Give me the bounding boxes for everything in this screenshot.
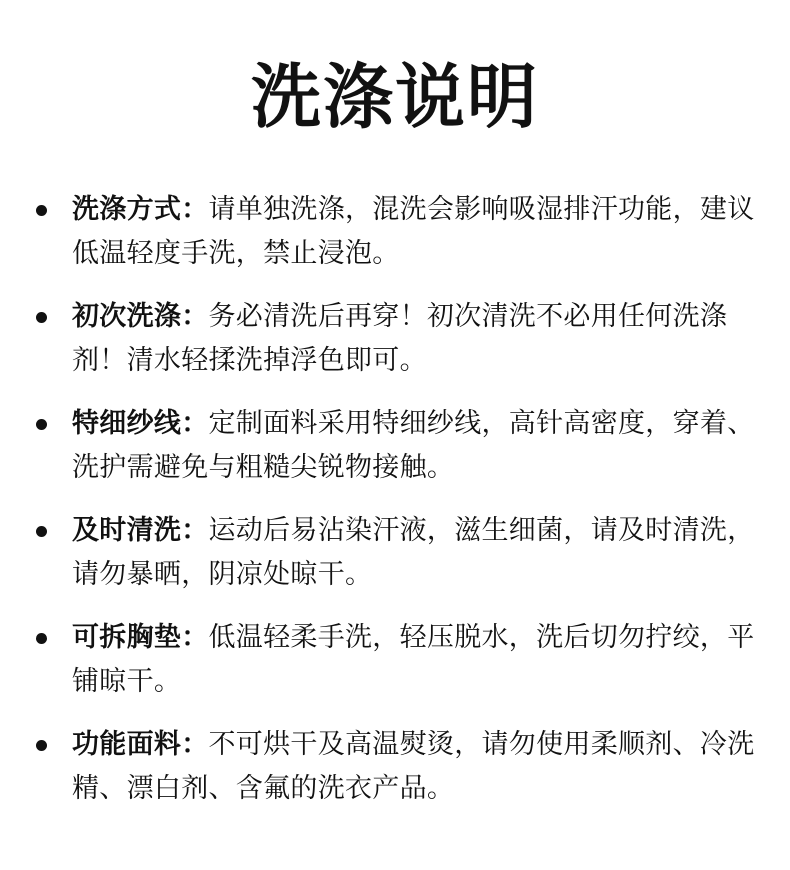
item-label: 特细纱线：: [72, 408, 209, 439]
item-description: 低温轻柔手洗，轻压脱水，洗后切勿拧绞，平铺晾干。: [72, 622, 755, 697]
item-label: 可拆胸垫：: [72, 622, 209, 653]
item-description: 务必清洗后再穿！初次清洗不必用任何洗涤剂！清水轻揉洗掉浮色即可。: [72, 301, 728, 376]
item-text: [72, 402, 772, 490]
bullet-icon: [36, 740, 47, 751]
list-item: [0, 188, 790, 295]
list-item: [0, 616, 790, 723]
bullet-icon: [36, 526, 47, 537]
bullet-icon: [36, 205, 47, 216]
item-label: 及时清洗：: [72, 515, 209, 546]
list-item: [0, 295, 790, 402]
item-description: 定制面料采用特细纱线，高针高密度，穿着、洗护需避免与粗糙尖锐物接触。: [72, 408, 755, 483]
bullet-icon: [36, 312, 47, 323]
item-description: 不可烘干及高温熨烫，请勿使用柔顺剂、冷洗精、漂白剂、含氟的洗衣产品。: [72, 729, 755, 804]
list-item: [0, 402, 790, 509]
item-text: [72, 616, 772, 704]
page-title: 洗涤说明: [251, 56, 539, 138]
care-instructions-list: [0, 188, 790, 830]
item-description: 运动后易沾染汗液，滋生细菌，请及时清洗，请勿暴晒，阴凉处晾干。: [72, 515, 755, 590]
item-text: [72, 509, 772, 597]
item-description: 请单独洗涤，混洗会影响吸湿排汗功能，建议低温轻度手洗，禁止浸泡。: [72, 194, 755, 269]
list-item: [0, 723, 790, 830]
item-text: [72, 295, 772, 383]
bullet-icon: [36, 633, 47, 644]
item-label: 初次洗涤：: [72, 301, 209, 332]
item-label: 洗涤方式：: [72, 194, 209, 225]
item-text: [72, 723, 772, 811]
bullet-icon: [36, 419, 47, 430]
list-item: [0, 509, 790, 616]
item-label: 功能面料：: [72, 729, 209, 760]
item-text: [72, 188, 772, 276]
